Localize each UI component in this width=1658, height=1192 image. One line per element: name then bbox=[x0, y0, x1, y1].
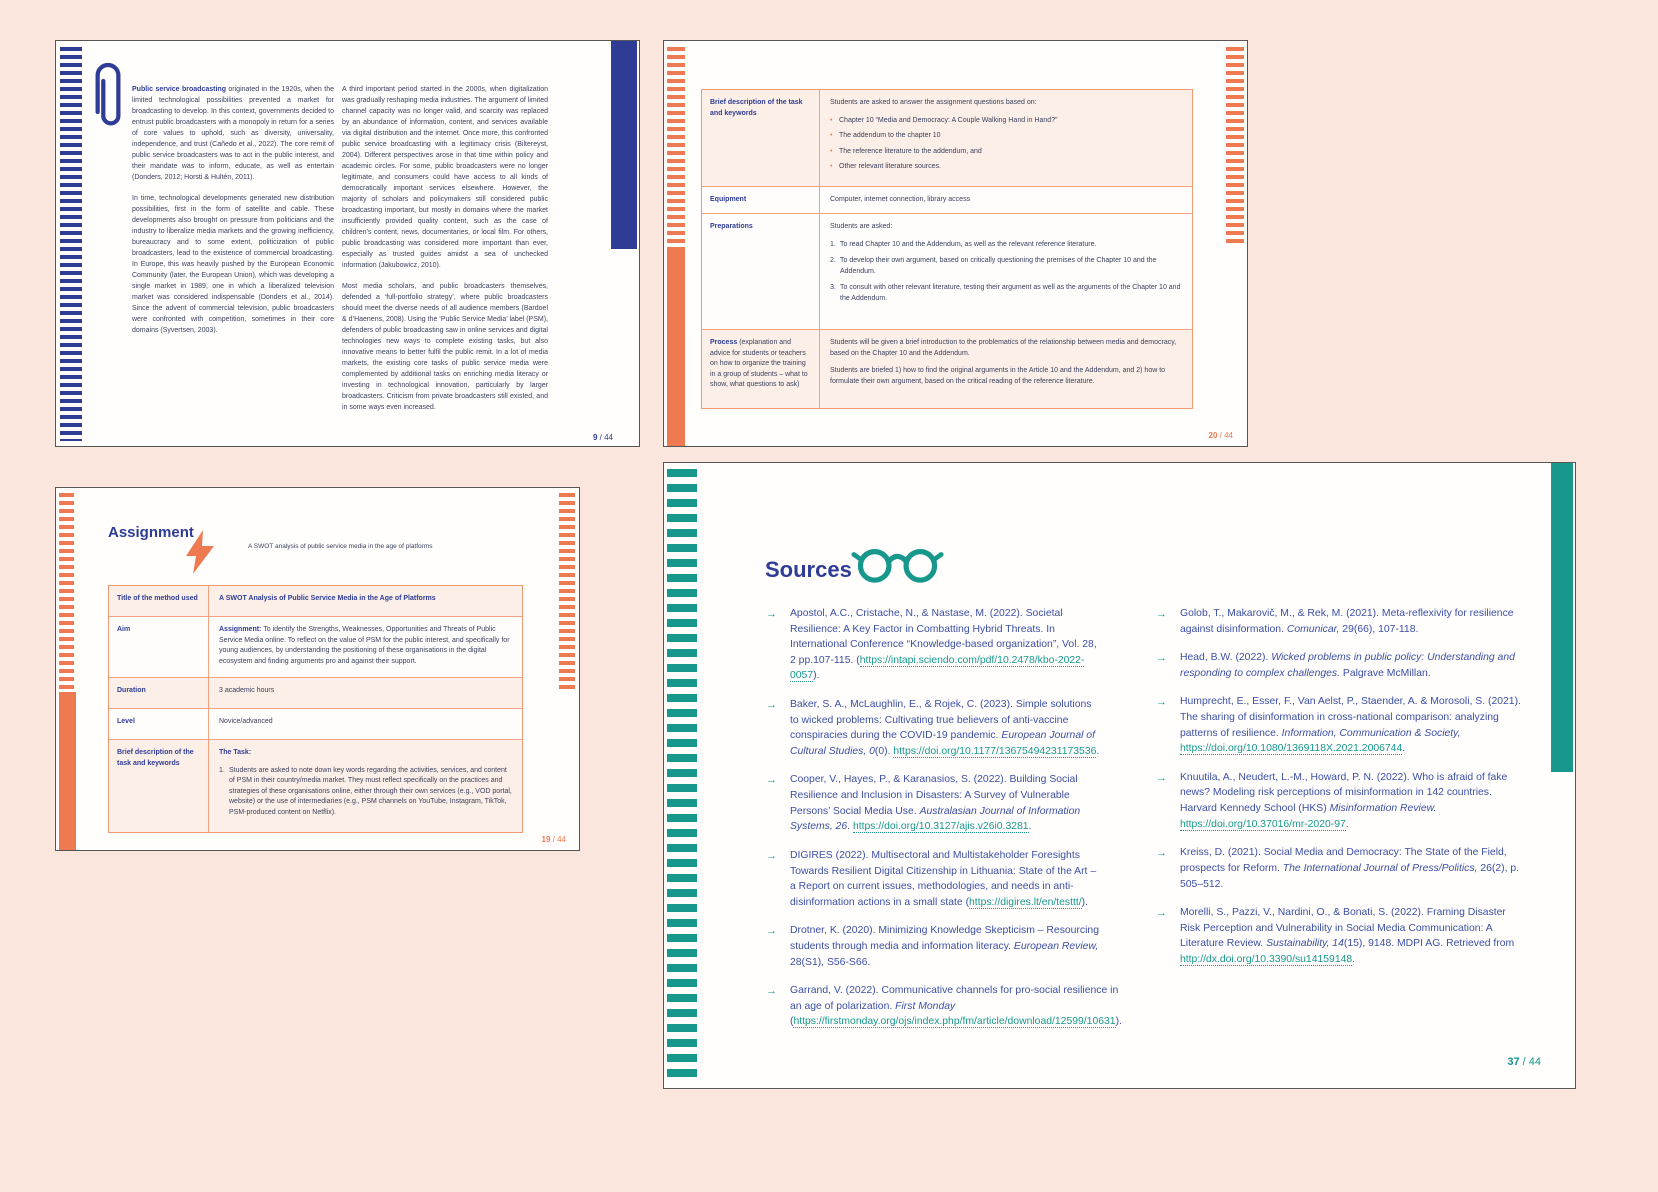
reference-text bbox=[1180, 606, 1528, 637]
numbered-item bbox=[830, 240, 1182, 251]
table-row bbox=[109, 617, 522, 678]
numbered-item bbox=[219, 766, 512, 819]
reference-text-part: ). bbox=[1115, 1016, 1122, 1028]
arrow-icon: → bbox=[766, 699, 777, 712]
arrow-icon: → bbox=[766, 608, 777, 620]
reference-text-part: ). bbox=[1081, 896, 1089, 908]
reference-text-italic: Sustainability, 14 bbox=[1266, 938, 1344, 950]
page-number bbox=[1209, 431, 1233, 440]
sources-title: Sources bbox=[765, 557, 852, 582]
reference-text bbox=[790, 983, 1122, 1030]
table-row bbox=[109, 740, 522, 832]
reference-text-part: Knuutila, A., Neudert, L.-M., Howard, P. N. (2022). Who is afraid of fake news? Modeling risk perceptions of misinformation in 142 countries. Harvard Kennedy School (HKS) bbox=[1180, 771, 1508, 815]
table-row bbox=[109, 586, 522, 617]
row-label-bold: Title of the method used bbox=[117, 595, 198, 602]
row-label bbox=[109, 740, 209, 832]
bullet-text: The reference literature to the addendum, and bbox=[839, 147, 982, 155]
reference-text bbox=[790, 848, 1102, 910]
orange-stripes-decoration bbox=[667, 47, 685, 245]
row-label bbox=[109, 586, 209, 616]
reference-link[interactable]: http://dx.doi.org/10.3390/su14159148 bbox=[1180, 953, 1353, 965]
paragraph-lead: Public service broadcasting bbox=[132, 86, 226, 93]
row-label bbox=[109, 678, 209, 708]
reference-link[interactable]: https://doi.org/10.3127/ajis.v26i0.3281 bbox=[852, 821, 1029, 833]
reference-item bbox=[766, 848, 1102, 910]
reference-text bbox=[790, 697, 1102, 759]
row-content bbox=[209, 709, 522, 739]
row-content bbox=[209, 617, 522, 677]
reference-text-italic: European Journal of Cultural Studies, 0 bbox=[790, 730, 1095, 757]
reference-text-italic: Wicked problems in public policy: Understanding and responding to complex challenges. bbox=[1180, 652, 1515, 679]
paragraph: A third important period started in the 2000s, when digitalization was gradually reshaping media industries. The argument of limited channel capacity was no longer valid, and scarcity was replaced by an abundance of information, content, and services available via digital distribution and the internet. Once more, this confronted public service broadcasting with a legitimacy crisis (Biltereyst, 2004). Different perspectives arose in that time within policy and academic circles. For some, public broadcasters were no longer legitimate, and consumers could have access to all kinds of democratically important services elsewhere. However, the majority of scholars and policymakers still considered public broadcasting important, but mostly in domains where the market insufficiently provided quality content, such as the case of children’s content, news, documentaries, or local film. For others, public broadcasting was considered more important than ever, especially as trusted guides amidst a sea of unchecked information (Jakubowicz, 2010). bbox=[342, 86, 548, 269]
bullet-icon: • bbox=[830, 147, 833, 155]
row-label-rest: (explanation and advice for students or teachers on how to organize the training in a group of students – what to show, what questions to ask) bbox=[710, 339, 808, 388]
row-content bbox=[209, 586, 522, 616]
paragraph-text: originated in the 1920s, when the limited technological possibilities prevented a market for broadcasting to develop. In this context, governments decided to entrust public broadcasters with a monopoly in return for a series of core values to uphold, such as diversity, universality, independence, and trust (Cañedo et al., 2022). The core remit of public service broadcasters was to act in the public interest, and their mandate was to inform, educate, as well as entertain (Donders, 2012; Horsti & Hultén, 2011). bbox=[132, 86, 334, 181]
reference-link[interactable]: https://doi.org/10.37016/mr-2020-97 bbox=[1180, 818, 1346, 830]
bullet-item bbox=[830, 147, 1182, 158]
reference-item bbox=[1156, 694, 1528, 756]
number-label: 2. bbox=[830, 257, 836, 264]
table-text: Computer, internet connection, library access bbox=[830, 195, 971, 203]
arrow-icon: → bbox=[1156, 652, 1167, 665]
reference-text bbox=[790, 772, 1102, 834]
table-text: Assignment: To identify the Strengths, Weaknesses, Opportunities and Threats of Public Service Media online. To reflect on the value of PSM for the public interest, and specifically for young audiences, by understanding the positioning of these organisations in the digital ecosystem and finding arguments pro and against their support. bbox=[219, 626, 510, 665]
page-number-total: / 44 bbox=[597, 433, 613, 442]
arrow-icon: → bbox=[1156, 847, 1167, 860]
page-number bbox=[593, 433, 613, 442]
orange-stripes-decoration bbox=[559, 493, 575, 693]
page-assignment-details bbox=[663, 40, 1248, 447]
row-label bbox=[702, 187, 820, 214]
orange-stripes-decoration bbox=[1226, 47, 1244, 243]
reference-text-italic: Misinformation Review. bbox=[1329, 803, 1437, 815]
reference-item bbox=[1156, 845, 1528, 892]
reference-link[interactable]: https://firstmonday.org/ojs/index.php/fm/article/download/12599/10631 bbox=[793, 1016, 1116, 1028]
numbered-text: Students are asked to note down key words regarding the activities, services, and content of PSM in their country/media market. They must reflect specifically on the practices and strategies of these organisations online, either through their own services (e.g., VOD portal, website) or the use of intermediaries (e.g., PSM channels on YouTube, Instagram, TikTok, PSM-produced content on Netflix). bbox=[229, 766, 512, 816]
row-label-bold: Brief description of the task and keywords bbox=[117, 749, 194, 767]
table-row bbox=[109, 709, 522, 740]
reference-text-italic: The International Journal of Press/Politics, bbox=[1282, 862, 1478, 874]
row-content bbox=[820, 90, 1192, 186]
reference-text-part: ). bbox=[813, 670, 820, 682]
table-text: A SWOT Analysis of Public Service Media in the Age of Platforms bbox=[219, 595, 436, 602]
orange-bar-decoration bbox=[667, 247, 685, 446]
reference-text-part: Cooper, V., Hayes, P., & Karanasios, S. (2022). Building Social Resilience and Inclusion in Disasters: A Survey of Vulnerable Persons’ Social Media Use. bbox=[790, 774, 1078, 817]
bullet-text: Other relevant literature sources. bbox=[839, 163, 941, 170]
arrow-icon: → bbox=[1156, 771, 1167, 784]
table-text: Students are asked: bbox=[830, 223, 893, 230]
reference-text-part: (0). bbox=[874, 745, 894, 757]
paragraph: Most media scholars, and public broadcasters themselves, defended a ‘full-portfolio strategy’, where public broadcasters should meet the diverse needs of all audience members (Bardoel & d’Haenens, 2008). Using the ‘Public Service Media’ label (PSM), defenders of public broadcasting saw in online services and digital technologies new ways to complete existing tasks, but also innovative means to better fulfil the public remit. In a lot of media markets, the existing core tasks of public service media were complemented by additional tasks on enriching media literacy or investing in technological innovation, particularly by larger broadcasters. Criticism from private broadcasters still existed, and in some ways even increased. bbox=[342, 282, 548, 411]
reference-text-part: Humprecht, E., Esser, F., Van Aelst, P., Staender, A. & Morosoli, S. (2021). The sharing of disinformation in cross-national comparison: analyzing patterns of resilience. bbox=[1180, 696, 1521, 739]
assignment-subtitle: A SWOT analysis of public service media in the age of platforms bbox=[248, 543, 433, 550]
bullet-item bbox=[830, 116, 1182, 127]
row-label-bold: Process bbox=[710, 339, 738, 346]
page-number-total: / 44 bbox=[1217, 431, 1233, 440]
page-swot-assignment bbox=[55, 487, 580, 851]
table-row bbox=[109, 678, 522, 709]
row-label-bold: Aim bbox=[117, 626, 131, 633]
reference-text-part: Golob, T., Makarovič, M., & Rek, M. (2021). Meta-reflexivity for resilience against disinformation. bbox=[1180, 608, 1514, 635]
page-number-current: 20 bbox=[1208, 431, 1218, 440]
reference-link[interactable]: https://digires.lt/en/testtt/ bbox=[969, 896, 1082, 908]
reference-text-part: 28(S1), S56-S66. bbox=[790, 956, 871, 968]
row-content bbox=[820, 330, 1192, 408]
bullet-item bbox=[830, 162, 1182, 173]
table-text: The Task: bbox=[219, 749, 252, 756]
page-public-service-broadcasting bbox=[55, 40, 640, 447]
reference-item bbox=[1156, 606, 1528, 637]
arrow-icon: → bbox=[1156, 907, 1167, 920]
reference-item bbox=[1156, 905, 1528, 967]
references-column-left bbox=[766, 606, 1122, 1043]
reference-item bbox=[766, 772, 1102, 834]
reference-text-part: . bbox=[847, 821, 853, 833]
teal-bar-decoration bbox=[1551, 463, 1573, 772]
row-content bbox=[820, 214, 1192, 329]
row-label-bold: Equipment bbox=[710, 195, 747, 203]
reference-item bbox=[766, 606, 1102, 684]
reference-text-part: ( bbox=[790, 1016, 794, 1028]
reference-text-part: . bbox=[1345, 818, 1349, 830]
reference-text-italic: European Review, bbox=[1013, 940, 1099, 952]
reference-text-part: Head, B.W. (2022). bbox=[1180, 652, 1272, 664]
reference-text bbox=[1180, 845, 1528, 892]
bullet-icon: • bbox=[830, 163, 833, 170]
orange-stripes-decoration bbox=[59, 493, 74, 690]
swot-method-table bbox=[108, 585, 523, 833]
paperclip-icon bbox=[92, 61, 124, 138]
reference-item bbox=[1156, 650, 1528, 681]
bullet-icon: • bbox=[830, 116, 833, 124]
table-text-lead: Assignment: bbox=[219, 626, 262, 633]
paragraph bbox=[132, 85, 334, 184]
row-content bbox=[209, 678, 522, 708]
table-row bbox=[702, 187, 1192, 215]
text-column-left bbox=[132, 85, 334, 347]
blue-bar-decoration bbox=[611, 41, 637, 249]
reference-text-part: . bbox=[1402, 743, 1406, 755]
reference-link[interactable]: https://doi.org/10.1080/1369118X.2021.2006744 bbox=[1180, 743, 1403, 755]
reference-text-part: . bbox=[1096, 745, 1100, 757]
table-row bbox=[702, 214, 1192, 330]
row-label-bold: Duration bbox=[117, 687, 146, 694]
table-text: 3 academic hours bbox=[219, 687, 275, 694]
paragraph: In time, technological developments generated new distribution possibilities, first in the form of satellite and cable. These developments also brought on pressure from politicians and the industry to liberalize media markets and the growing inefficiency, bureaucracy and to some extent, politicization of public broadcasters, lead to the existence of commercial broadcasting. In Europe, this was heavily pushed by the European Economic Community (later, the European Union), which was developing a single market in 1989, one in which a liberalized television market was considered indispensable (Donders et al., 2014). Since the advent of commercial television, public broadcasters were confronted with competition, sometimes in their core domains (Syvertsen, 2003). bbox=[132, 194, 334, 334]
row-label bbox=[702, 214, 820, 329]
reference-item bbox=[766, 923, 1102, 970]
reference-link[interactable]: https://intapi.sciendo.com/pdf/10.2478/kbo-2022-0057 bbox=[790, 654, 1085, 682]
arrow-icon: → bbox=[1156, 608, 1167, 620]
row-label-bold: Level bbox=[117, 718, 135, 725]
reference-item bbox=[766, 983, 1122, 1030]
teal-stripes-decoration bbox=[667, 469, 697, 1082]
reference-text-part: 26(2), p. 505–512. bbox=[1180, 862, 1520, 890]
text-column-right bbox=[342, 85, 548, 424]
reference-text bbox=[790, 606, 1102, 684]
row-label bbox=[702, 90, 820, 186]
page-number bbox=[542, 835, 566, 844]
row-content bbox=[820, 187, 1192, 214]
number-label: 1. bbox=[830, 240, 836, 248]
page-number-total: / 44 bbox=[1519, 1056, 1541, 1068]
reference-text-part: DIGIRES (2022). Multisectoral and Multistakeholder Foresights Towards Resilient Digital Citizenship in Lithuania: State of the Art – a Report on current issues, methodologies, and needs in anti-disinformation actions in a small state ( bbox=[790, 849, 1097, 908]
reference-text bbox=[790, 923, 1102, 970]
arrow-icon: → bbox=[766, 985, 777, 998]
row-label bbox=[109, 617, 209, 677]
numbered-item bbox=[830, 256, 1182, 277]
reference-text bbox=[1180, 694, 1528, 756]
bullet-icon: • bbox=[830, 132, 833, 139]
bullet-text: The addendum to the chapter 10 bbox=[839, 132, 941, 139]
row-label-bold: Preparations bbox=[710, 223, 753, 230]
reference-text-part: (15), 9148. MDPI AG. Retrieved from bbox=[1343, 938, 1515, 950]
reference-item bbox=[766, 697, 1102, 759]
reference-text bbox=[1180, 905, 1528, 967]
reference-text-part: . bbox=[1352, 953, 1356, 965]
row-label bbox=[109, 709, 209, 739]
reference-text-part: Apostol, A.C., Cristache, N., & Nastase, M. (2022). Societal Resilience: A Key Factor in Combatting Hybrid Threats. In International Conference “Knowledge-based organization”, Vol. 28, 2 pp.107-115. ( bbox=[790, 608, 1097, 666]
table-text: Students are briefed 1) how to find the original arguments in the Article 10 and the Addendum, and 2) how to formulate their own argument, based on the critical reading of the reference literature. bbox=[830, 367, 1166, 385]
reference-text-part: . bbox=[1028, 821, 1032, 833]
arrow-icon: → bbox=[1156, 696, 1167, 709]
reference-text-part: Morelli, S., Pazzi, V., Nardini, O., & Bonati, S. (2022). Framing Disaster Risk Perception and Vulnerability in Social Media Communication: A Literature Review. bbox=[1180, 907, 1506, 950]
table-text: Students will be given a brief introduction to the problematics of the relationship between media and democracy, based on the Chapter 10 and the Addendum. bbox=[830, 339, 1177, 357]
numbered-text: To consult with other relevant literature, testing their argument as well as the arguments of the Chapter 10 and the Addendum. bbox=[840, 284, 1181, 302]
reference-text-part: Garrand, V. (2022). Communicative channels for pro-social resilience in an age of polarization. bbox=[790, 985, 1119, 1012]
assignment-title: Assignment bbox=[108, 524, 194, 541]
arrow-icon: → bbox=[766, 774, 777, 787]
reference-text-italic: Comunicar, bbox=[1286, 623, 1340, 635]
reference-text-italic: First Monday bbox=[895, 1000, 956, 1012]
numbered-item bbox=[830, 283, 1182, 304]
table-row bbox=[702, 90, 1192, 187]
reference-text-part: Baker, S. A., McLaughlin, E., & Rojek, C. (2023). Simple solutions to wicked problems: Cultivating true believers of anti-vaccine conspiracies during the COVID-19 pandemic. bbox=[790, 699, 1092, 742]
bullet-text: Chapter 10 “Media and Democracy: A Couple Walking Hand in Hand?” bbox=[839, 116, 1058, 124]
references-column-right bbox=[1156, 606, 1528, 981]
lightning-bolt-icon bbox=[186, 530, 214, 579]
page-number-current: 37 bbox=[1507, 1056, 1520, 1068]
row-label-bold: Brief description of the task and keywords bbox=[710, 99, 803, 117]
page-number-current: 19 bbox=[541, 835, 551, 844]
reference-text-part: Drotner, K. (2020). Minimizing Knowledge Skepticism – Resourcing students through media and information literacy. bbox=[790, 925, 1099, 952]
reference-text-part: Kreiss, D. (2021). Social Media and Democracy: The State of the Field, prospects for Reform. bbox=[1180, 847, 1507, 874]
reference-text bbox=[1180, 770, 1528, 832]
arrow-icon: → bbox=[766, 925, 777, 938]
reference-text bbox=[1180, 650, 1528, 681]
page-sources bbox=[663, 462, 1576, 1089]
glasses-icon bbox=[850, 541, 945, 590]
reference-item bbox=[1156, 770, 1528, 832]
table-row bbox=[702, 330, 1192, 408]
page-number-total: / 44 bbox=[550, 835, 566, 844]
row-label bbox=[702, 330, 820, 408]
blue-stripes-decoration bbox=[60, 47, 82, 441]
bullet-item bbox=[830, 131, 1182, 142]
reference-text-italic: Information, Communication & Society, bbox=[1281, 727, 1461, 739]
number-label: 1. bbox=[219, 766, 225, 774]
assignment-details-table bbox=[701, 89, 1193, 409]
page-number-current: 9 bbox=[592, 433, 598, 442]
arrow-icon: → bbox=[766, 849, 777, 862]
orange-bar-decoration bbox=[59, 692, 76, 850]
numbered-text: To read Chapter 10 and the Addendum, as well as the relevant reference literature. bbox=[840, 240, 1097, 248]
reference-text-italic: Australasian Journal of Information Systems, 26 bbox=[790, 805, 1081, 833]
numbered-text: To develop their own argument, based on critically questioning the premises of the Chapter 10 and the Addendum. bbox=[840, 257, 1157, 275]
page-number bbox=[1507, 1056, 1541, 1068]
reference-text-part: 29(66), 107-118. bbox=[1339, 623, 1419, 635]
reference-link[interactable]: https://doi.org/10.1177/13675494231173536 bbox=[893, 745, 1097, 757]
table-text: Students are asked to answer the assignment questions based on: bbox=[830, 99, 1037, 106]
reference-text-part: Palgrave McMillan. bbox=[1340, 667, 1431, 679]
number-label: 3. bbox=[830, 284, 836, 291]
table-text: Novice/advanced bbox=[219, 718, 273, 725]
row-content bbox=[209, 740, 522, 832]
